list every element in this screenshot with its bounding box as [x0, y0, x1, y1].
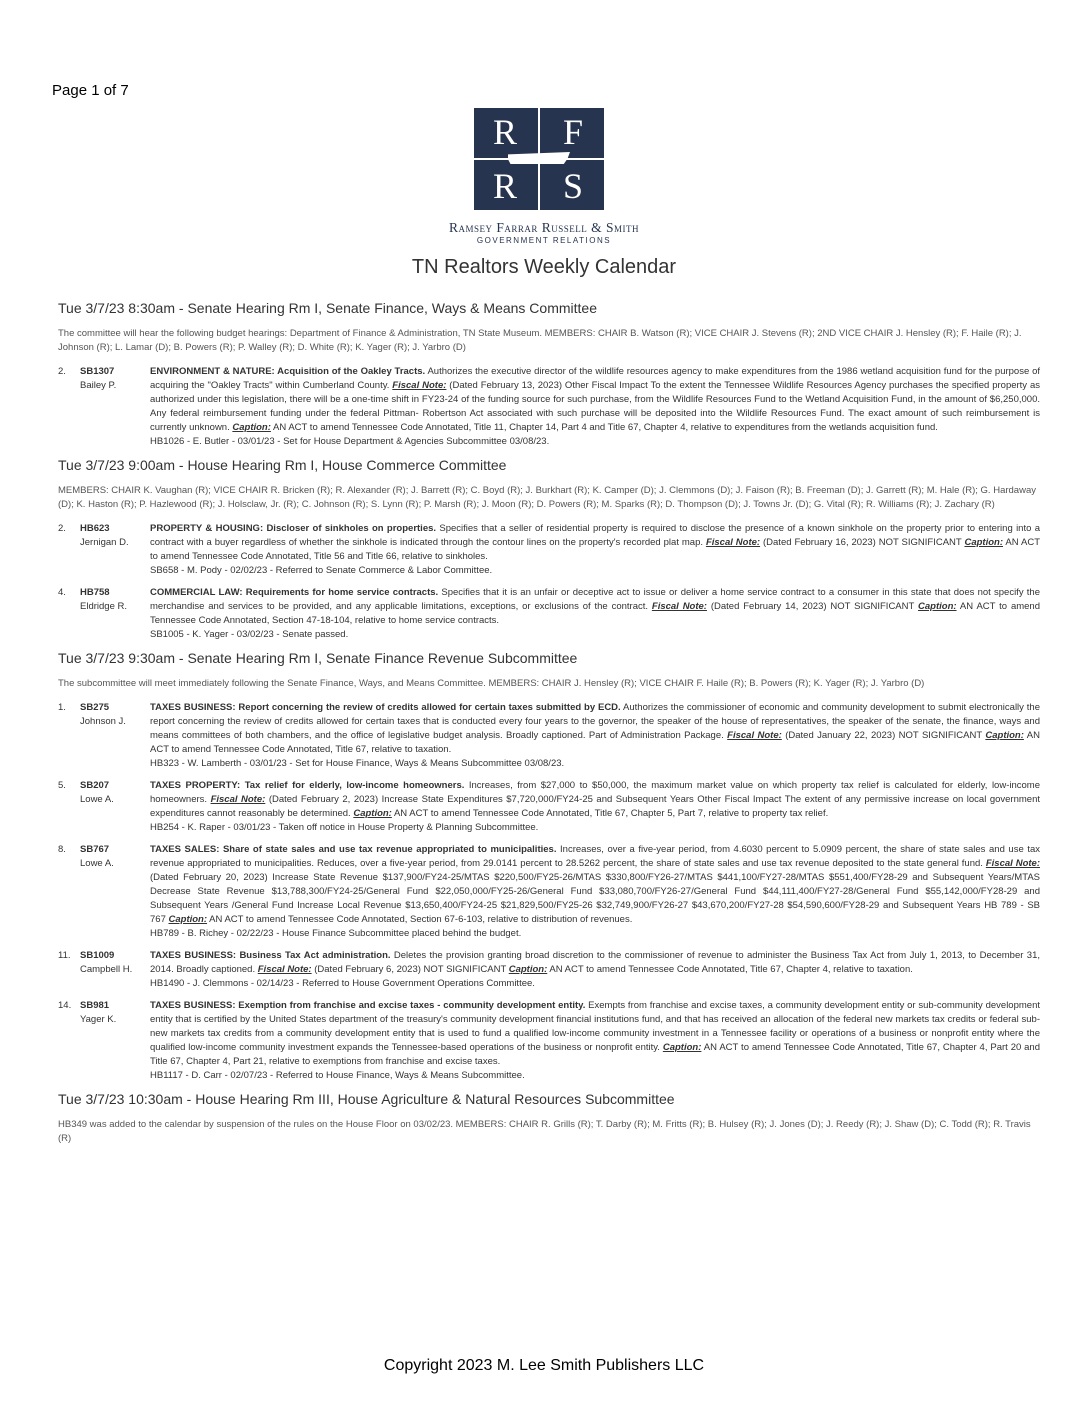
logo-letter-r2: R — [492, 166, 517, 206]
bill-body — [150, 949, 1040, 991]
fiscal-note-label: Fiscal Note: — [392, 380, 447, 391]
bill-id-column — [80, 999, 150, 1083]
companion-bill-status: SB1005 - K. Yager - 03/02/23 - Senate passed. — [150, 629, 349, 640]
caption-text: AN ACT to amend Tennessee Code Annotated, Section 47-18-104, relative to home service contracts. — [150, 601, 1040, 626]
copyright-footer: Copyright 2023 M. Lee Smith Publishers LLC — [383, 1357, 705, 1374]
bill-number: SB1307 — [80, 366, 115, 377]
fiscal-note-label: Fiscal Note: — [257, 964, 312, 975]
bill-agenda-number: 2. — [58, 523, 66, 534]
fiscal-note-text: (Dated February 14, 2023) NOT SIGNIFICANT — [706, 601, 919, 612]
bill-summary: Increases, from $27,000 to $50,000, the maximum market value on which property tax relief is calculated for elderly, low-income homeowners. — [150, 780, 1040, 805]
bill-agenda-number: 11. — [58, 950, 71, 961]
companion-bill-status: HB254 - K. Raper - 03/01/23 - Taken off notice in House Property & Planning Subcommittee. — [150, 822, 539, 833]
bill-sponsor: Eldridge R. — [80, 601, 127, 612]
fiscal-note-label: Fiscal Note: — [727, 730, 782, 741]
companion-bill-status: HB789 - B. Richey - 02/22/23 - House Finance Subcommittee placed behind the budget. — [150, 928, 522, 939]
bill-sponsor: Campbell H. — [80, 964, 133, 975]
meeting-description: HB349 was added to the calendar by suspension of the rules on the House Floor on 03/02/23. MEMBERS: CHAIR R. Grills (R); T. Darby (R); M. Fritts (R); B. Hulsey (R); J. Jones (D); J. Reedy (R); J. Shaw (D); C. Todd (R); R. Travis (R) — [58, 1119, 1031, 1144]
meeting-header: Tue 3/7/23 9:30am - Senate Hearing Rm I, Senate Finance Revenue Subcommittee — [58, 650, 578, 666]
caption-text: AN ACT to amend Tennessee Code Annotated, Title 56 and Title 66, relative to sinkholes. — [150, 537, 1040, 562]
bill-subject: ENVIRONMENT & NATURE: Acquisition of the Oakley Tracts. — [150, 366, 426, 377]
bill-agenda-number: 4. — [58, 587, 66, 598]
bill-number: HB758 — [80, 587, 110, 598]
bill-number: SB207 — [80, 780, 110, 791]
bill-item — [58, 949, 1040, 991]
bill-id-column — [80, 701, 150, 771]
companion-bill-status: SB658 - M. Pody - 02/02/23 - Referred to Senate Commerce & Labor Committee. — [150, 565, 493, 576]
fiscal-note-text: (Dated February 13, 2023) Other Fiscal Impact To the extent the Tennessee Wildlife Resources Agency purchases the specified property as authorized under this legislation, there will be a one-time shift in FY23-24 of the funding source for such purchase, from the Wildlife Resources Fund to the Wetland Acquisition Fund, in the amount of $6,250,000. Any federal reimbursement funding under the federal Pittman- Robertson Act associated with such purchase will be deposited into the Wildlife Resources Fund. The exact amount of such reimbursement is currently unknown. — [150, 380, 1040, 433]
meeting-section — [58, 1091, 1040, 1146]
firm-logo — [474, 108, 604, 210]
bill-body — [150, 701, 1040, 771]
calendar-content — [58, 300, 1040, 1156]
fiscal-note-label: Fiscal Note: — [985, 858, 1040, 869]
companion-bill-status: HB1117 - D. Carr - 02/07/23 - Referred to House Finance, Ways & Means Subcommittee. — [150, 1070, 525, 1081]
bill-sponsor: Lowe A. — [80, 794, 114, 805]
bill-item — [58, 779, 1040, 835]
bill-summary: Authorizes the commissioner of economic and community development to submit electronically the report concerning the review of credits allowed for certain taxes that is conducted every four years to the governor, the speaker of the house of representatives, the speaker of the senate, the finance, ways and means committees of both chambers, and the office of legislative budget analysis. Broadly captioned. Part of Administration Package. — [150, 702, 1040, 741]
bill-body — [150, 843, 1040, 941]
bill-number: SB981 — [80, 1000, 110, 1011]
bill-subject: TAXES PROPERTY: Tax relief for elderly, low-income homeowners. — [150, 780, 465, 791]
firm-name: Ramsey Farrar Russell & Smith — [448, 220, 640, 235]
bill-number: SB275 — [80, 702, 110, 713]
bill-subject: TAXES BUSINESS: Exemption from franchise and excise taxes - community development entity. — [150, 1000, 586, 1011]
bill-number: SB1009 — [80, 950, 115, 961]
caption-text: AN ACT to amend Tennessee Code Annotated, Title 11, Chapter 14, Part 4 and Title 67, Chapter 4, relative to expenditures from the wetlands acquisition fund. — [270, 422, 938, 433]
caption-label: Caption: — [232, 422, 271, 433]
bill-item — [58, 999, 1040, 1083]
bill-item — [58, 522, 1040, 578]
bill-summary: Specifies that it is an unfair or deceptive act to issue or deliver a home service contract to a consumer in this state that does not specify the merchandise and services to be provided, and any applicable limitations, exceptions, or exclusions of the contract. — [150, 587, 1040, 612]
bill-agenda-number: 14. — [58, 1000, 72, 1011]
bill-summary: Exempts from franchise and excise taxes, a community development entity or sub-community development entity that is certified by the United States department of the treasury's community development financial institutions fund, and that has received an allocation of the federal new markets tax credits or federal sub-new markets tax credits from a community development entity that is used to fund a qualified low-income community investment in a Tennessee facility or operations of a business or nonprofit entity where the qualified low-income community investment expands the Tennessee-based operations of the business or nonprofit entity. — [150, 1000, 1040, 1053]
caption-text: AN ACT to amend Tennessee Code Annotated, Title 67, relative to taxation. — [150, 730, 1040, 755]
meeting-header: Tue 3/7/23 8:30am - Senate Hearing Rm I, Senate Finance, Ways & Means Committee — [58, 300, 597, 316]
meeting-header: Tue 3/7/23 9:00am - House Hearing Rm I, House Commerce Committee — [58, 457, 507, 473]
bill-subject: PROPERTY & HOUSING: Discloser of sinkholes on properties. — [150, 523, 437, 534]
bill-body — [150, 365, 1040, 449]
fiscal-note-text: (Dated February 2, 2023) Increase State Expenditures $7,720,000/FY24-25 and Subsequent Years Other Fiscal Impact The extent of any permissive increase on local government expenditures cannot reasonably be determined. — [150, 794, 1041, 819]
document-title: TN Realtors Weekly Calendar — [411, 256, 677, 278]
bill-subject: COMMERCIAL LAW: Requirements for home service contracts. — [150, 587, 439, 598]
bill-sponsor: Jernigan D. — [80, 537, 129, 548]
caption-text: AN ACT to amend Tennessee Code Annotated, Title 67, Chapter 4, relative to taxation. — [547, 964, 913, 975]
firm-subtitle: GOVERNMENT RELATIONS — [476, 236, 612, 245]
logo-letter-r1: R — [492, 112, 517, 152]
bill-body — [150, 586, 1040, 642]
bill-subject: TAXES SALES: Share of state sales and use tax revenue appropriated to municipalities. — [150, 844, 557, 855]
companion-bill-status: HB323 - W. Lamberth - 03/01/23 - Set for House Finance, Ways & Means Subcommittee 03/08/23. — [150, 758, 565, 769]
logo-letter-s: S — [562, 166, 584, 206]
caption-label: Caption: — [353, 808, 392, 819]
bill-item — [58, 365, 1040, 449]
fiscal-note-text: (Dated January 22, 2023) NOT SIGNIFICANT — [781, 730, 986, 741]
meeting-description: MEMBERS: CHAIR K. Vaughan (R); VICE CHAIR R. Bricken (R); R. Alexander (R); J. Barrett (R); C. Boyd (R); J. Burkhart (R); K. Camper (D); J. Clemmons (D); J. Faison (R); B. Freeman (D); J. Garrett (R); M. Hale (R); G. Hardaway (D); K. Haston (R); P. Hazlewood (R); J. Holsclaw, Jr. (R); C. Johnson (R); S. Lynn (R); P. Marsh (R); J. Moon (R); D. Powers (R); M. Sparks (R); D. Thompson (D); J. Towns Jr. (D); G. Vital (R); R. Williams (R); J. Zachary (R) — [58, 485, 1036, 510]
bill-sponsor: Bailey P. — [80, 380, 117, 391]
bill-item — [58, 843, 1040, 941]
caption-label: Caption: — [964, 537, 1003, 548]
meeting-section — [58, 650, 1040, 1083]
meeting-description: The subcommittee will meet immediately following the Senate Finance, Ways, and Means Committee. MEMBERS: CHAIR J. Hensley (R); VICE CHAIR F. Haile (R); B. Powers (R); K. Yager (R); J. Yarbro (D) — [58, 678, 925, 689]
bill-agenda-number: 8. — [58, 844, 66, 855]
meeting-description: The committee will hear the following budget hearings: Department of Finance & Administration, TN State Museum. MEMBERS: CHAIR B. Watson (R); VICE CHAIR J. Stevens (R); 2ND VICE CHAIR J. Hensley (R); F. Haile (R); J. Johnson (R); L. Lamar (D); B. Powers (R); P. Walley (R); D. White (R); K. Yager (R); J. Yarbro (D) — [58, 328, 1022, 353]
bill-sponsor: Johnson J. — [80, 716, 126, 727]
bill-body — [150, 999, 1040, 1083]
caption-text: AN ACT to amend Tennessee Code Annotated, Section 67-6-103, relative to distribution of revenues. — [207, 914, 633, 925]
bill-agenda-number: 2. — [58, 366, 66, 377]
bill-body — [150, 522, 1040, 578]
bill-sponsor: Yager K. — [80, 1014, 117, 1025]
bill-summary: Authorizes the executive director of the wildlife resources agency to make expenditures from the 1986 wetland acquisition fund for the purpose of acquiring the "Oakley Tracts" within Cumberland County. — [150, 366, 1040, 391]
bill-id-column — [80, 522, 150, 578]
bill-subject: TAXES BUSINESS: Report concerning the review of credits allowed for certain taxes submitted by ECD. — [150, 702, 621, 713]
caption-label: Caption: — [508, 964, 548, 975]
bill-agenda-number: 5. — [58, 780, 66, 791]
fiscal-note-label: Fiscal Note: — [705, 537, 761, 548]
logo-letter-f: F — [562, 112, 584, 152]
bill-id-column — [80, 843, 150, 941]
bill-item — [58, 701, 1040, 771]
meeting-header: Tue 3/7/23 10:30am - House Hearing Rm III, House Agriculture & Natural Resources Subcommittee — [58, 1091, 675, 1107]
bill-subject: TAXES BUSINESS: Business Tax Act administration. — [150, 950, 391, 961]
bill-item — [58, 586, 1040, 642]
fiscal-note-label: Fiscal Note: — [651, 601, 707, 612]
companion-bill-status: HB1026 - E. Butler - 03/01/23 - Set for House Department & Agencies Subcommittee 03/08/23. — [150, 436, 550, 447]
bill-id-column — [80, 779, 150, 835]
bill-id-column — [80, 586, 150, 642]
caption-label: Caption: — [918, 601, 957, 612]
meeting-section — [58, 457, 1040, 642]
bill-agenda-number: 1. — [58, 702, 66, 713]
bill-summary: Deletes the provision granting broad discretion to the commissioner of revenue to administer the Business Tax Act from July 1, 2013, to December 31, 2014. Broadly captioned. — [150, 950, 1040, 975]
bill-summary: Specifies that a seller of residential property is required to disclose the presence of a known sinkhole on the property prior to entering into a contract with a buyer regardless of whether the sinkhole is indicated through the contour lines on the property's recorded plat map. — [150, 523, 1040, 548]
bill-id-column — [80, 949, 150, 991]
caption-label: Caption: — [168, 914, 208, 925]
bill-sponsor: Lowe A. — [80, 858, 114, 869]
bill-number: SB767 — [80, 844, 110, 855]
bill-body — [150, 779, 1040, 835]
caption-text: AN ACT to amend Tennessee Code Annotated, Title 67, Chapter 4, Part 20 and Title 67, Chapter 4, Part 21, relative to exemptions from franchise and excise taxes. — [150, 1042, 1041, 1067]
companion-bill-status: HB1490 - J. Clemmons - 02/14/23 - Referred to House Government Operations Committee. — [150, 978, 535, 989]
bill-number: HB623 — [80, 523, 110, 534]
caption-text: AN ACT to amend Tennessee Code Annotated, Title 67, Chapter 5, Part 7, relative to property tax relief. — [391, 808, 829, 819]
fiscal-note-label: Fiscal Note: — [210, 794, 266, 805]
fiscal-note-text: (Dated February 6, 2023) NOT SIGNIFICANT — [311, 964, 509, 975]
bill-summary: Increases, over a five-year period, from 4.6030 percent to 5.0909 percent, the share of state sales and use tax revenue appropriated to municipalities. Reduces, over a five-year period, from 29.0141 percent to 28.5262 percent, the share of state sales and use tax revenue deposited to the state general fund. — [150, 844, 1040, 869]
fiscal-note-text: (Dated February 16, 2023) NOT SIGNIFICANT — [760, 537, 965, 548]
page-number: Page 1 of 7 — [52, 82, 129, 99]
meeting-section — [58, 300, 1040, 449]
caption-label: Caption: — [662, 1042, 702, 1053]
fiscal-note-text: (Dated February 20, 2023) Increase State Revenue $137,900/FY24-25/MTAS $220,500/FY25-26/MTAS $330,800/FY26-27/MTAS $441,100/FY27-28/MTAS $551,400/FY28-29 and Subsequent Years/MTAS Decrease State Revenue $13,788,300/FY24-25/General Fund $22,050,000/FY25-26/General Fund $33,080,700/FY26-27/General Fund $44,111,400/FY27-28/General Fund $55,142,000/FY28-29 and Subsequent Years /General Fund Increase Local Revenue $13,650,400/FY24-25 $21,829,500/FY25-26 $32,749,900/FY26-27 $43,670,200/FY27-28 $54,590,600/FY28-29 and Subsequent Years HB 789 - SB 767 — [150, 872, 1040, 925]
bill-id-column — [80, 365, 150, 449]
caption-label: Caption: — [985, 730, 1024, 741]
